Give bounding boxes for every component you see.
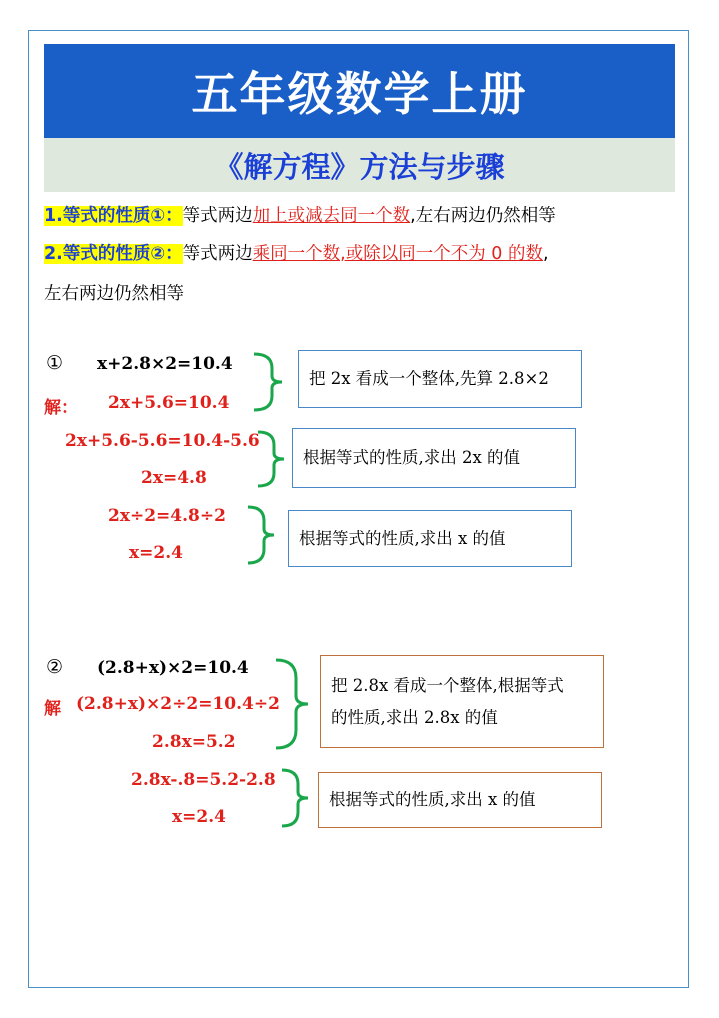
- page-title: 五年级数学上册: [44, 44, 675, 138]
- rule-1-label: 1.等式的性质①：: [44, 206, 183, 226]
- example-1-step-1: 2x+5.6=10.4: [108, 393, 230, 413]
- brace-5: [276, 766, 316, 830]
- example-2-step-1a: (2.8+x)×2÷2=10.4÷2: [76, 694, 280, 714]
- example-1-step-3b: x=2.4: [129, 543, 183, 563]
- brace-2: [250, 428, 290, 490]
- note-2-1: [320, 655, 604, 748]
- example-2-problem: (2.8+x)×2=10.4: [97, 658, 249, 678]
- rule-2-highlight: 乘同一个数,或除以同一个不为 0 的数: [252, 244, 543, 264]
- note-2-1-line-1: 把 2.8x 看成一个整体,根据等式: [331, 676, 564, 696]
- brace-4: [270, 656, 314, 752]
- example-1-marker: ①: [46, 352, 64, 374]
- rule-2-label: 2.等式的性质②：: [44, 244, 183, 264]
- example-1-solve-label: 解：: [44, 398, 78, 418]
- example-2-step-2b: x=2.4: [172, 807, 226, 827]
- example-1-step-3a: 2x÷2=4.8÷2: [108, 506, 226, 526]
- example-2-step-2a: 2.8x-.8=5.2-2.8: [131, 770, 276, 790]
- brace-1: [246, 350, 286, 414]
- rule-1-highlight: 加上或减去同一个数: [252, 206, 411, 226]
- note-1-3: 根据等式的性质,求出 x 的值: [288, 510, 572, 567]
- rule-1-post: ,左右两边仍然相等: [410, 206, 556, 226]
- rule-1-pre: 等式两边: [182, 206, 253, 226]
- page-subtitle: 《解方程》方法与步骤: [44, 138, 675, 192]
- rule-2-post: ,: [542, 244, 549, 264]
- note-2-1-line-2: 的性质,求出 2.8x 的值: [331, 707, 498, 727]
- rule-2: [44, 240, 549, 265]
- example-2-solve-label: 解: [44, 699, 61, 719]
- note-2-2: 根据等式的性质,求出 x 的值: [318, 772, 602, 828]
- rule-2-line2: 左右两边仍然相等: [44, 284, 184, 304]
- note-1-2: 根据等式的性质,求出 2x 的值: [292, 428, 576, 488]
- note-1-1: 把 2x 看成一个整体,先算 2.8×2: [298, 350, 582, 408]
- example-1-step-2b: 2x=4.8: [141, 468, 207, 488]
- example-2-step-1b: 2.8x=5.2: [152, 732, 236, 752]
- example-1-problem: x+2.8×2=10.4: [97, 354, 233, 374]
- rule-1: [44, 202, 556, 227]
- rule-2-pre: 等式两边: [182, 244, 253, 264]
- example-1-step-2a: 2x+5.6-5.6=10.4-5.6: [65, 431, 260, 451]
- brace-3: [240, 503, 280, 567]
- example-2-marker: ②: [46, 656, 64, 678]
